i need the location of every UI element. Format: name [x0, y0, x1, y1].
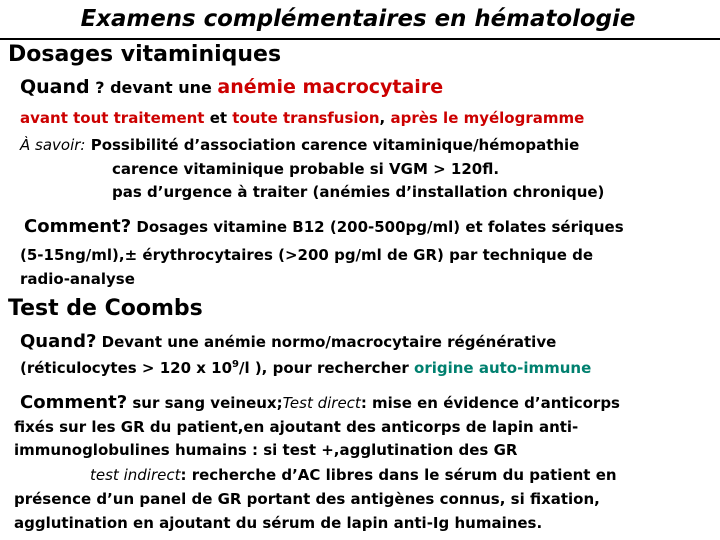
s1-quand-label: Quand [20, 76, 90, 98]
s2-quand-exponent: 9 [232, 359, 239, 370]
s1-comment-1: Dosages vitamine B12 (200-500pg/ml) et folates sériques [131, 218, 624, 236]
s1-quand-highlight: anémie macrocytaire [217, 76, 444, 98]
s2-comment-line-1 [20, 392, 620, 413]
s2-quand-line-1 [20, 331, 556, 352]
s2-comment-4b: : recherche d’AC libres dans le sérum du patient en [180, 466, 617, 484]
s1-cond-red-2: toute transfusion [232, 109, 380, 127]
page-title: Examens complémentaires en hématologie [80, 6, 636, 32]
s2-comment-line-3: immunoglobulines humains : si test +,agglutination des GR [14, 441, 518, 459]
s1-savoir-line-3: pas d’urgence à traiter (anémies d’installation chronique) [112, 183, 605, 201]
s1-comment-label: Comment? [24, 216, 132, 237]
s1-cond-comma: , [379, 109, 391, 127]
s1-cond-red-1: avant tout traitement [20, 109, 205, 127]
s1-savoir-label: À savoir: [20, 136, 86, 154]
s2-quand-2b: /l ), pour rechercher [238, 359, 415, 377]
s2-comment-line-4 [90, 466, 617, 484]
s1-conditions-line [20, 109, 584, 127]
s1-comment-line-1 [24, 216, 624, 237]
s1-cond-mid: et [204, 109, 233, 127]
s2-quand-1: Devant une anémie normo/macrocytaire régénérative [96, 333, 557, 351]
s2-test-direct: Test direct [282, 394, 361, 412]
s2-quand-line-2 [20, 359, 591, 377]
s1-cond-red-3: après le myélogramme [390, 109, 585, 127]
s1-comment-line-3: radio-analyse [20, 270, 135, 288]
title-underline [0, 38, 720, 40]
section-heading-coombs: Test de Coombs [8, 296, 203, 321]
s2-quand-2a: (réticulocytes > 120 x 10 [20, 359, 233, 377]
s2-comment-line-6: agglutination en ajoutant du sérum de lapin anti-Ig humaines. [14, 514, 543, 532]
s2-comment-1a: sur sang veineux; [127, 394, 283, 412]
s1-savoir-line-1 [20, 136, 579, 154]
s2-test-indirect: test indirect [90, 466, 181, 484]
s1-quand-text: ? devant une [89, 78, 218, 97]
s2-comment-line-2: fixés sur les GR du patient,en ajoutant des anticorps de lapin anti- [14, 418, 579, 436]
s1-comment-line-2: (5-15ng/ml),± érythrocytaires (>200 pg/ml de GR) par technique de [20, 246, 594, 264]
s2-comment-1b: : mise en évidence d’anticorps [360, 394, 620, 412]
section-heading-dosages: Dosages vitaminiques [8, 42, 282, 67]
s1-savoir-line-2: carence vitaminique probable si VGM > 120fl. [112, 160, 500, 178]
s2-quand-highlight: origine auto-immune [414, 359, 592, 377]
s2-quand-label: Quand? [20, 331, 97, 352]
s1-savoir-1: Possibilité d’association carence vitaminique/hémopathie [85, 136, 580, 154]
s2-comment-line-5: présence d’un panel de GR portant des antigènes connus, si fixation, [14, 490, 600, 508]
s1-quand-line [20, 76, 443, 98]
s2-comment-label: Comment? [20, 392, 128, 413]
